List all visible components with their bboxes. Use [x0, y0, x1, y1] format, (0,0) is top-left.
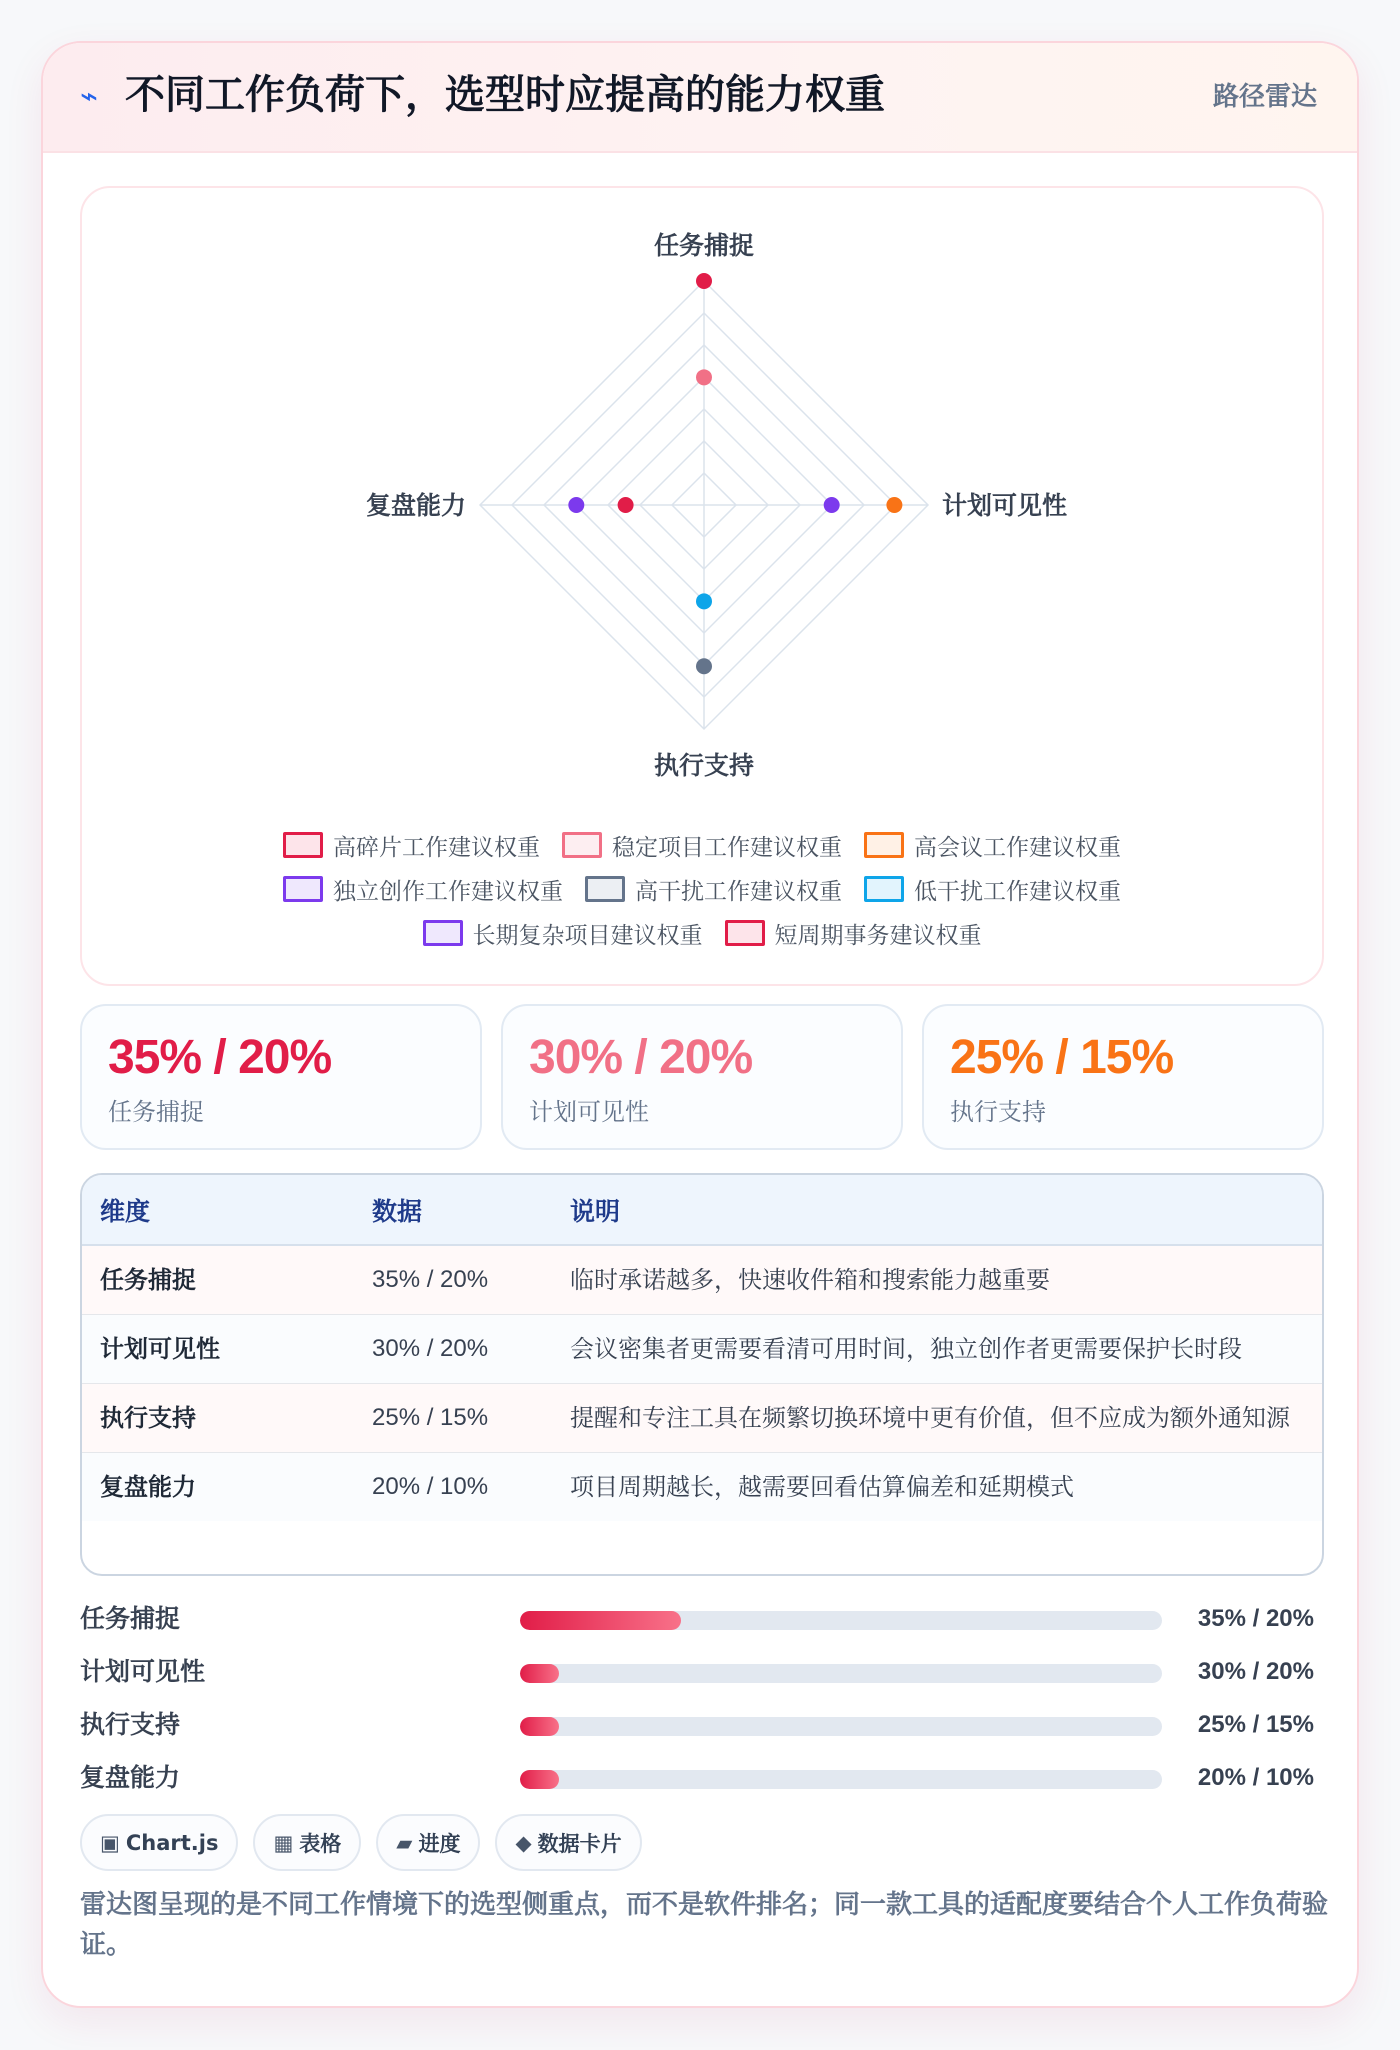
chart-legend — [82, 823, 1322, 955]
stat-card-execution-support — [922, 1004, 1324, 1150]
lightning-icon: ⌁ — [80, 79, 99, 114]
radar-data-point — [696, 273, 712, 289]
tag-label: Chart.js — [125, 1830, 219, 1855]
progress-track — [520, 1717, 1162, 1736]
table-cell: 执行支持 — [82, 1384, 354, 1453]
stat-label: 任务捕捉 — [108, 1098, 204, 1126]
tag-progress[interactable] — [376, 1814, 480, 1871]
progress-fill — [520, 1770, 559, 1789]
progress-value: 35% / 20% — [1197, 1605, 1314, 1632]
radar-axis-label: 任务捕捉 — [653, 231, 755, 260]
tag-label: 表格 — [299, 1831, 342, 1856]
table-cell: 任务捕捉 — [82, 1245, 354, 1315]
table-cell: 30% / 20% — [354, 1315, 552, 1384]
progress-label: 复盘能力 — [80, 1763, 181, 1792]
table-header-cell: 说明 — [552, 1175, 1322, 1245]
progress-row — [80, 1594, 1324, 1647]
feature-tags — [80, 1814, 642, 1871]
table-cell: 20% / 10% — [354, 1453, 552, 1522]
legend-item[interactable] — [283, 829, 540, 862]
progress-icon: ▰ — [396, 1830, 413, 1855]
page-title: 不同工作负荷下，选型时应提高的能力权重 — [125, 72, 885, 118]
radar-data-point — [568, 497, 584, 513]
tag-label: 进度 — [418, 1831, 461, 1856]
progress-value: 30% / 20% — [1197, 1658, 1314, 1685]
stat-value: 25% / 15% — [950, 1031, 1174, 1084]
stat-card-plan-visibility — [501, 1004, 903, 1150]
table-cell: 25% / 15% — [354, 1384, 552, 1453]
legend-item[interactable] — [725, 917, 982, 950]
radar-chart-panel — [80, 186, 1324, 986]
table-row — [82, 1453, 1322, 1522]
table-row — [82, 1245, 1322, 1315]
legend-swatch — [283, 832, 323, 858]
progress-track — [520, 1770, 1162, 1789]
legend-item[interactable] — [423, 917, 703, 950]
tag-label: 数据卡片 — [537, 1831, 622, 1856]
progress-row — [80, 1647, 1324, 1700]
table-cell: 会议密集者更需要看清可用时间，独立创作者更需要保护长时段 — [552, 1315, 1322, 1384]
stat-card-task-capture — [80, 1004, 482, 1150]
progress-fill — [520, 1611, 681, 1630]
radar-data-point — [696, 369, 712, 385]
table-cell: 提醒和专注工具在频繁切换环境中更有价值，但不应成为额外通知源 — [552, 1384, 1322, 1453]
stat-value: 30% / 20% — [529, 1031, 753, 1084]
radar-data-point — [886, 497, 902, 513]
legend-item[interactable] — [864, 873, 1121, 906]
card-header — [43, 43, 1357, 153]
legend-swatch — [725, 920, 765, 946]
progress-track — [520, 1611, 1162, 1630]
radar-data-point — [696, 593, 712, 609]
table-header-row — [82, 1175, 1322, 1245]
radar-axis-label: 复盘能力 — [365, 491, 466, 520]
legend-swatch — [283, 876, 323, 902]
legend-label: 高会议工作建议权重 — [914, 834, 1121, 861]
radar-data-point — [824, 497, 840, 513]
progress-row — [80, 1700, 1324, 1753]
legend-swatch — [864, 876, 904, 902]
legend-label: 高干扰工作建议权重 — [635, 878, 842, 905]
stat-label: 计划可见性 — [529, 1098, 649, 1126]
radar-chart — [82, 188, 1326, 818]
radar-data-point — [696, 658, 712, 674]
tag-data-card[interactable] — [495, 1814, 641, 1871]
progress-label: 执行支持 — [80, 1710, 181, 1739]
table-cell: 临时承诺越多，快速收件箱和搜索能力越重要 — [552, 1245, 1322, 1315]
diamond-icon: ◆ — [515, 1830, 532, 1855]
legend-label: 短周期事务建议权重 — [774, 922, 982, 949]
legend-swatch — [864, 832, 904, 858]
table-cell: 复盘能力 — [82, 1453, 354, 1522]
chart-icon: ▣ — [100, 1830, 120, 1855]
progress-label: 计划可见性 — [80, 1657, 206, 1686]
progress-track — [520, 1664, 1162, 1683]
table-icon: ▦ — [273, 1830, 294, 1855]
header-badge: 路径雷达 — [1212, 82, 1317, 112]
radar-axis-label: 计划可见性 — [942, 491, 1068, 520]
radar-data-point — [618, 497, 634, 513]
footnote: 雷达图呈现的是不同工作情境下的选型侧重点，而不是软件排名；同一款工具的适配度要结合个人工作负荷验证。 — [80, 1890, 1329, 1960]
legend-swatch — [423, 920, 463, 946]
table-row — [82, 1384, 1322, 1453]
legend-label: 稳定项目工作建议权重 — [612, 834, 842, 861]
table-header-cell: 维度 — [82, 1175, 354, 1245]
progress-value: 20% / 10% — [1197, 1764, 1314, 1791]
progress-bars — [80, 1594, 1324, 1806]
legend-item[interactable] — [283, 873, 563, 906]
progress-label: 任务捕捉 — [80, 1604, 181, 1633]
table-cell: 计划可见性 — [82, 1315, 354, 1384]
dimension-table — [80, 1173, 1324, 1576]
progress-fill — [520, 1717, 559, 1736]
legend-item[interactable] — [585, 873, 842, 906]
progress-row — [80, 1753, 1324, 1806]
progress-fill — [520, 1664, 559, 1683]
legend-label: 长期复杂项目建议权重 — [472, 922, 703, 949]
table-row — [82, 1315, 1322, 1384]
stat-label: 执行支持 — [950, 1098, 1046, 1126]
legend-label: 高碎片工作建议权重 — [333, 834, 540, 861]
legend-label: 独立创作工作建议权重 — [333, 878, 563, 905]
stat-value: 35% / 20% — [108, 1031, 332, 1084]
legend-label: 低干扰工作建议权重 — [914, 878, 1121, 905]
radar-axis-label: 执行支持 — [653, 751, 755, 780]
table-cell: 项目周期越长，越需要回看估算偏差和延期模式 — [552, 1453, 1322, 1522]
main-card — [41, 41, 1359, 2008]
stat-cards — [80, 1004, 1324, 1150]
table-header-cell: 数据 — [354, 1175, 552, 1245]
legend-swatch — [585, 876, 625, 902]
tag-chartjs[interactable] — [80, 1814, 238, 1871]
legend-row — [82, 867, 1322, 911]
legend-swatch — [562, 832, 602, 858]
progress-value: 25% / 15% — [1197, 1711, 1314, 1738]
legend-row — [82, 911, 1322, 955]
legend-item[interactable] — [864, 829, 1121, 862]
tag-table[interactable] — [253, 1814, 361, 1871]
table-cell: 35% / 20% — [354, 1245, 552, 1315]
legend-row — [82, 823, 1322, 867]
legend-item[interactable] — [562, 829, 842, 862]
